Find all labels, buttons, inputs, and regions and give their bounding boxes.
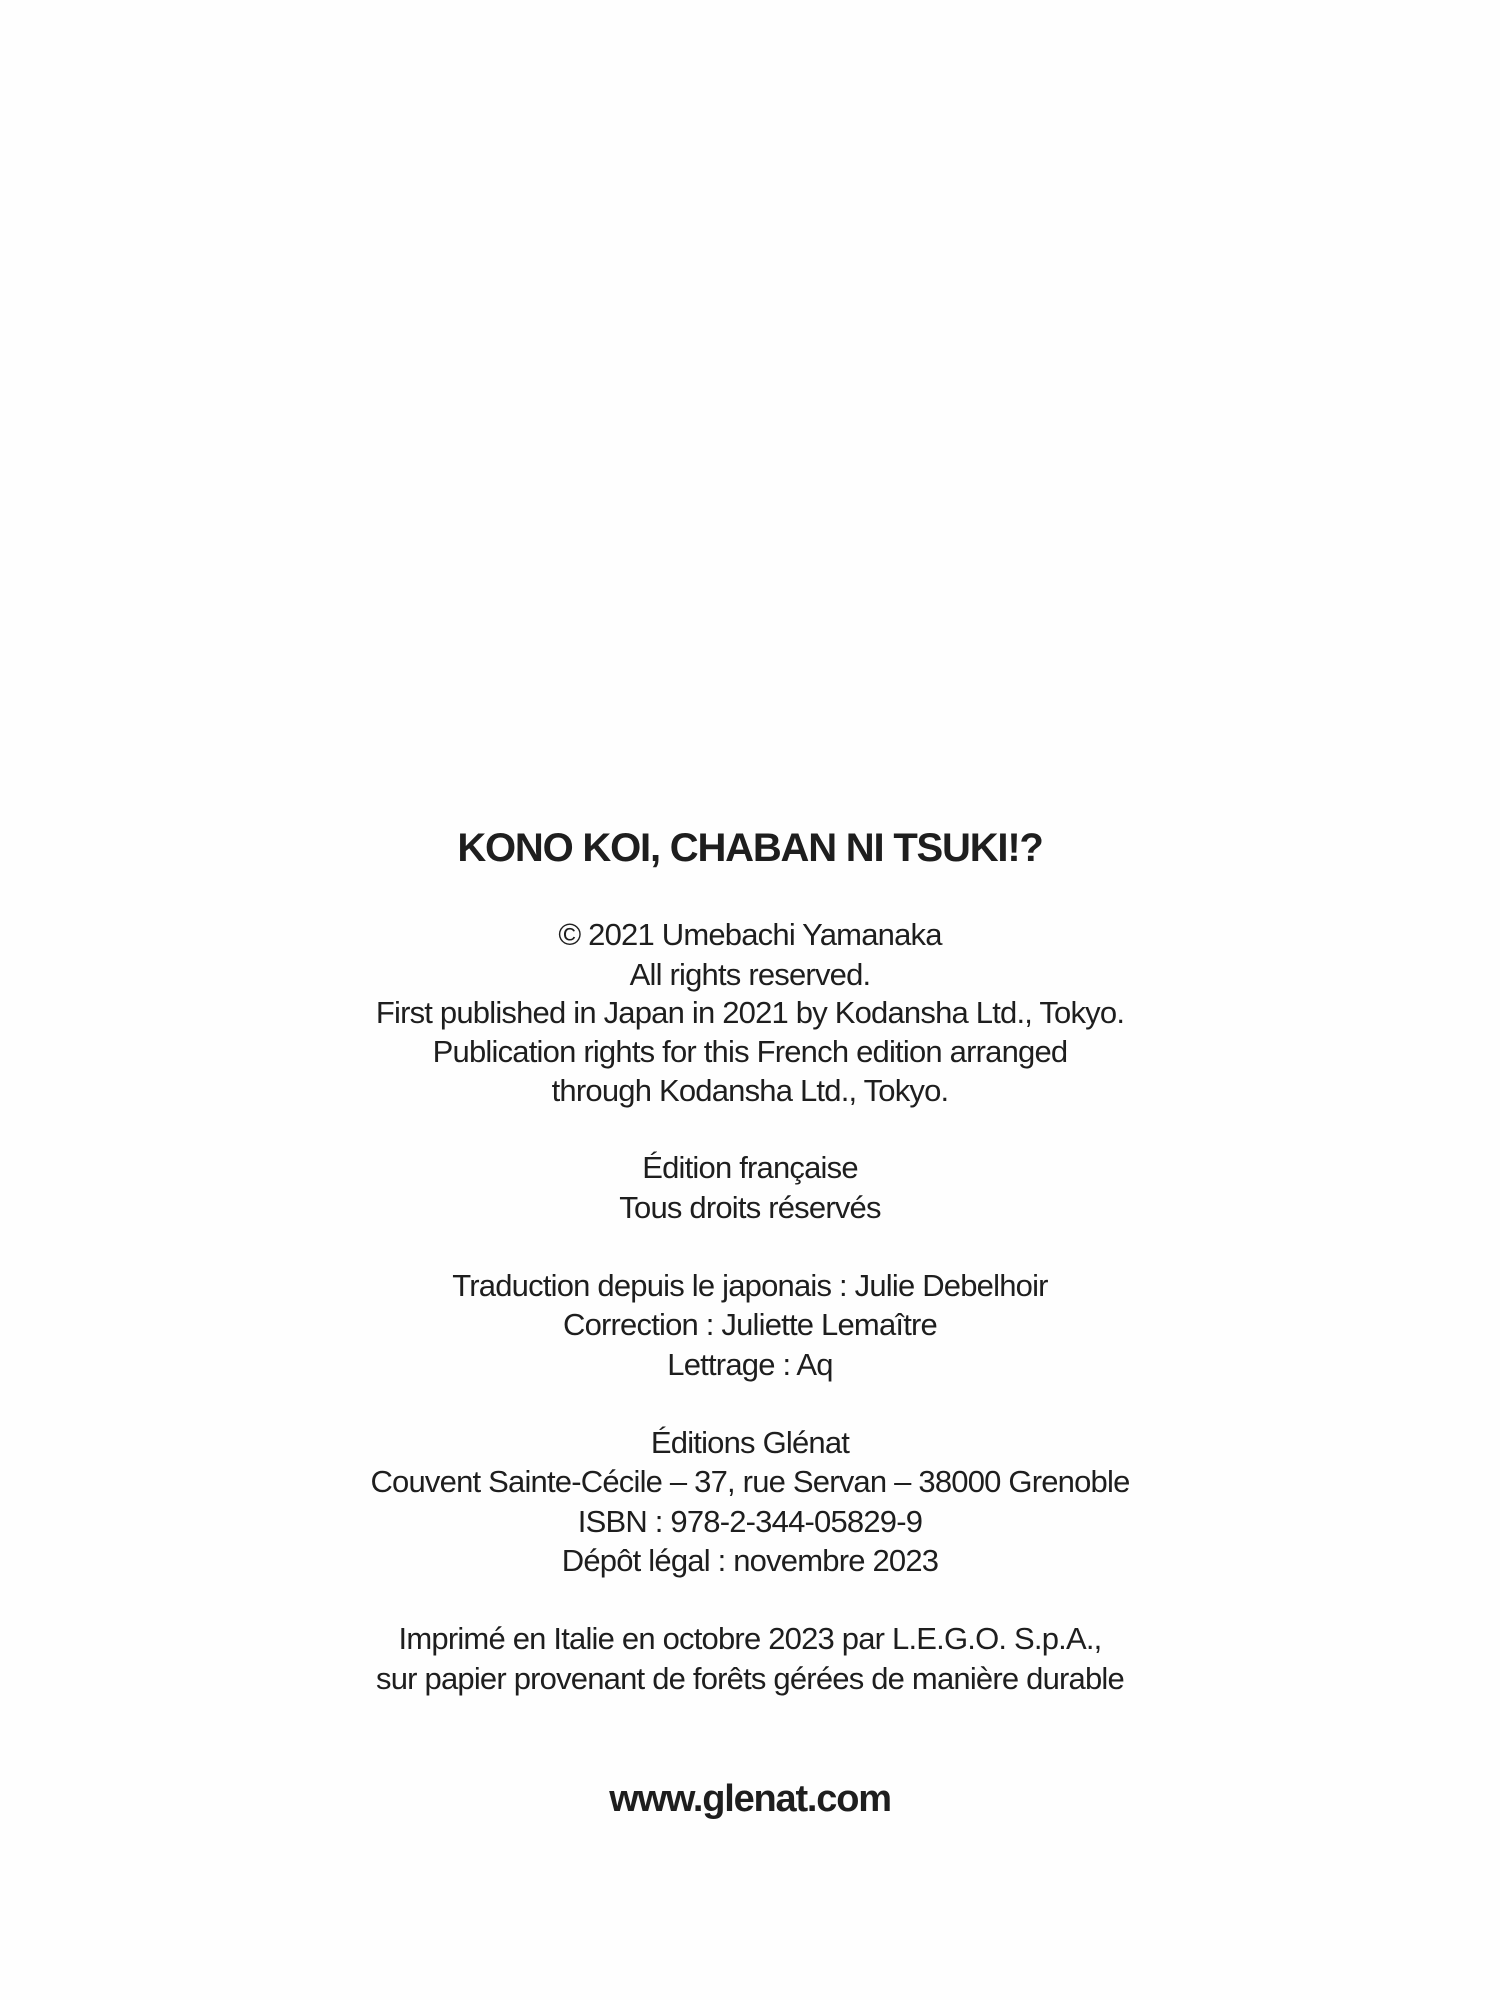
website-link[interactable]: www.glenat.com	[609, 1778, 891, 1820]
correction-credit: Correction : Juliette Lemaître	[562, 1307, 937, 1342]
paper-line: sur papier provenant de forêts gérées de manière durable	[376, 1661, 1124, 1696]
edition-rights-line: Tous droits réservés	[619, 1190, 881, 1225]
printing-line: Imprimé en Italie en octobre 2023 par L.E.G.O. S.p.A.,	[398, 1621, 1102, 1656]
translation-credit: Traduction depuis le japonais : Julie Debelhoir	[452, 1268, 1048, 1303]
publisher-name: Éditions Glénat	[650, 1425, 850, 1460]
copyright-line: © 2021 Umebachi Yamanaka	[558, 917, 942, 952]
lettering-credit: Lettrage : Aq	[667, 1347, 833, 1382]
rights-line: All rights reserved.	[629, 957, 871, 992]
first-published-line: First published in Japan in 2021 by Kodansha Ltd., Tokyo.	[375, 995, 1125, 1030]
publisher-address: Couvent Sainte-Cécile – 37, rue Servan – 38000 Grenoble	[370, 1464, 1130, 1499]
legal-deposit: Dépôt légal : novembre 2023	[561, 1543, 939, 1578]
edition-line: Édition française	[642, 1150, 858, 1185]
isbn: ISBN : 978-2-344-05829-9	[577, 1504, 923, 1539]
publication-rights-line: Publication rights for this French edition arranged	[432, 1034, 1068, 1069]
book-title: KONO KOI, CHABAN NI TSUKI!?	[457, 826, 1043, 870]
publication-rights-line-2: through Kodansha Ltd., Tokyo.	[551, 1073, 949, 1108]
